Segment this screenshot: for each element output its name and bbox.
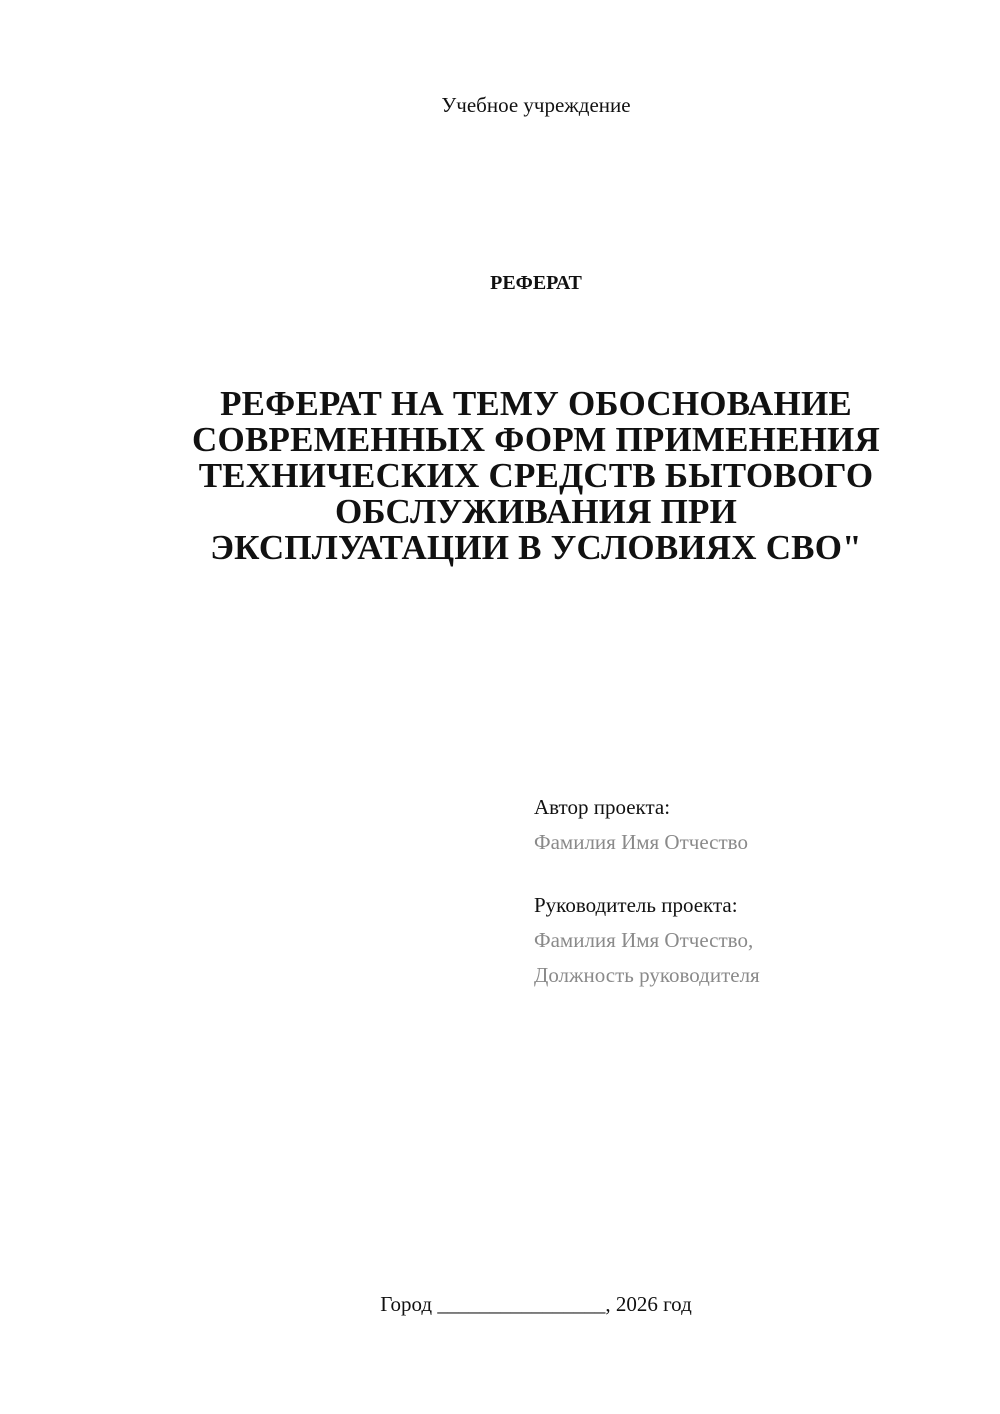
title-line: СОВРЕМЕННЫХ ФОРМ ПРИМЕНЕНИЯ [192,420,880,459]
authors-block [534,790,974,993]
document-title [150,386,922,566]
title-line: ЭКСПЛУАТАЦИИ В УСЛОВИЯХ СВО" [210,528,862,567]
title-line: РЕФЕРАТ НА ТЕМУ ОБОСНОВАНИЕ [220,384,852,423]
title-line: ОБСЛУЖИВАНИЯ ПРИ [334,492,738,531]
author-label: Автор проекта: [534,795,671,819]
institution-name: Учебное учреждение [441,93,631,117]
supervisor-name-placeholder: Фамилия Имя Отчество, [534,928,754,952]
title-line: ТЕХНИЧЕСКИХ СРЕДСТВ БЫТОВОГО [198,456,874,495]
supervisor-label: Руководитель проекта: [534,893,738,917]
document-type: РЕФЕРАТ [490,272,582,294]
city-year-line: Город ________________, 2026 год [380,1292,692,1316]
author-name-placeholder: Фамилия Имя Отчество [534,830,748,854]
supervisor-position-placeholder: Должность руководителя [534,963,760,987]
spacer [534,860,974,888]
